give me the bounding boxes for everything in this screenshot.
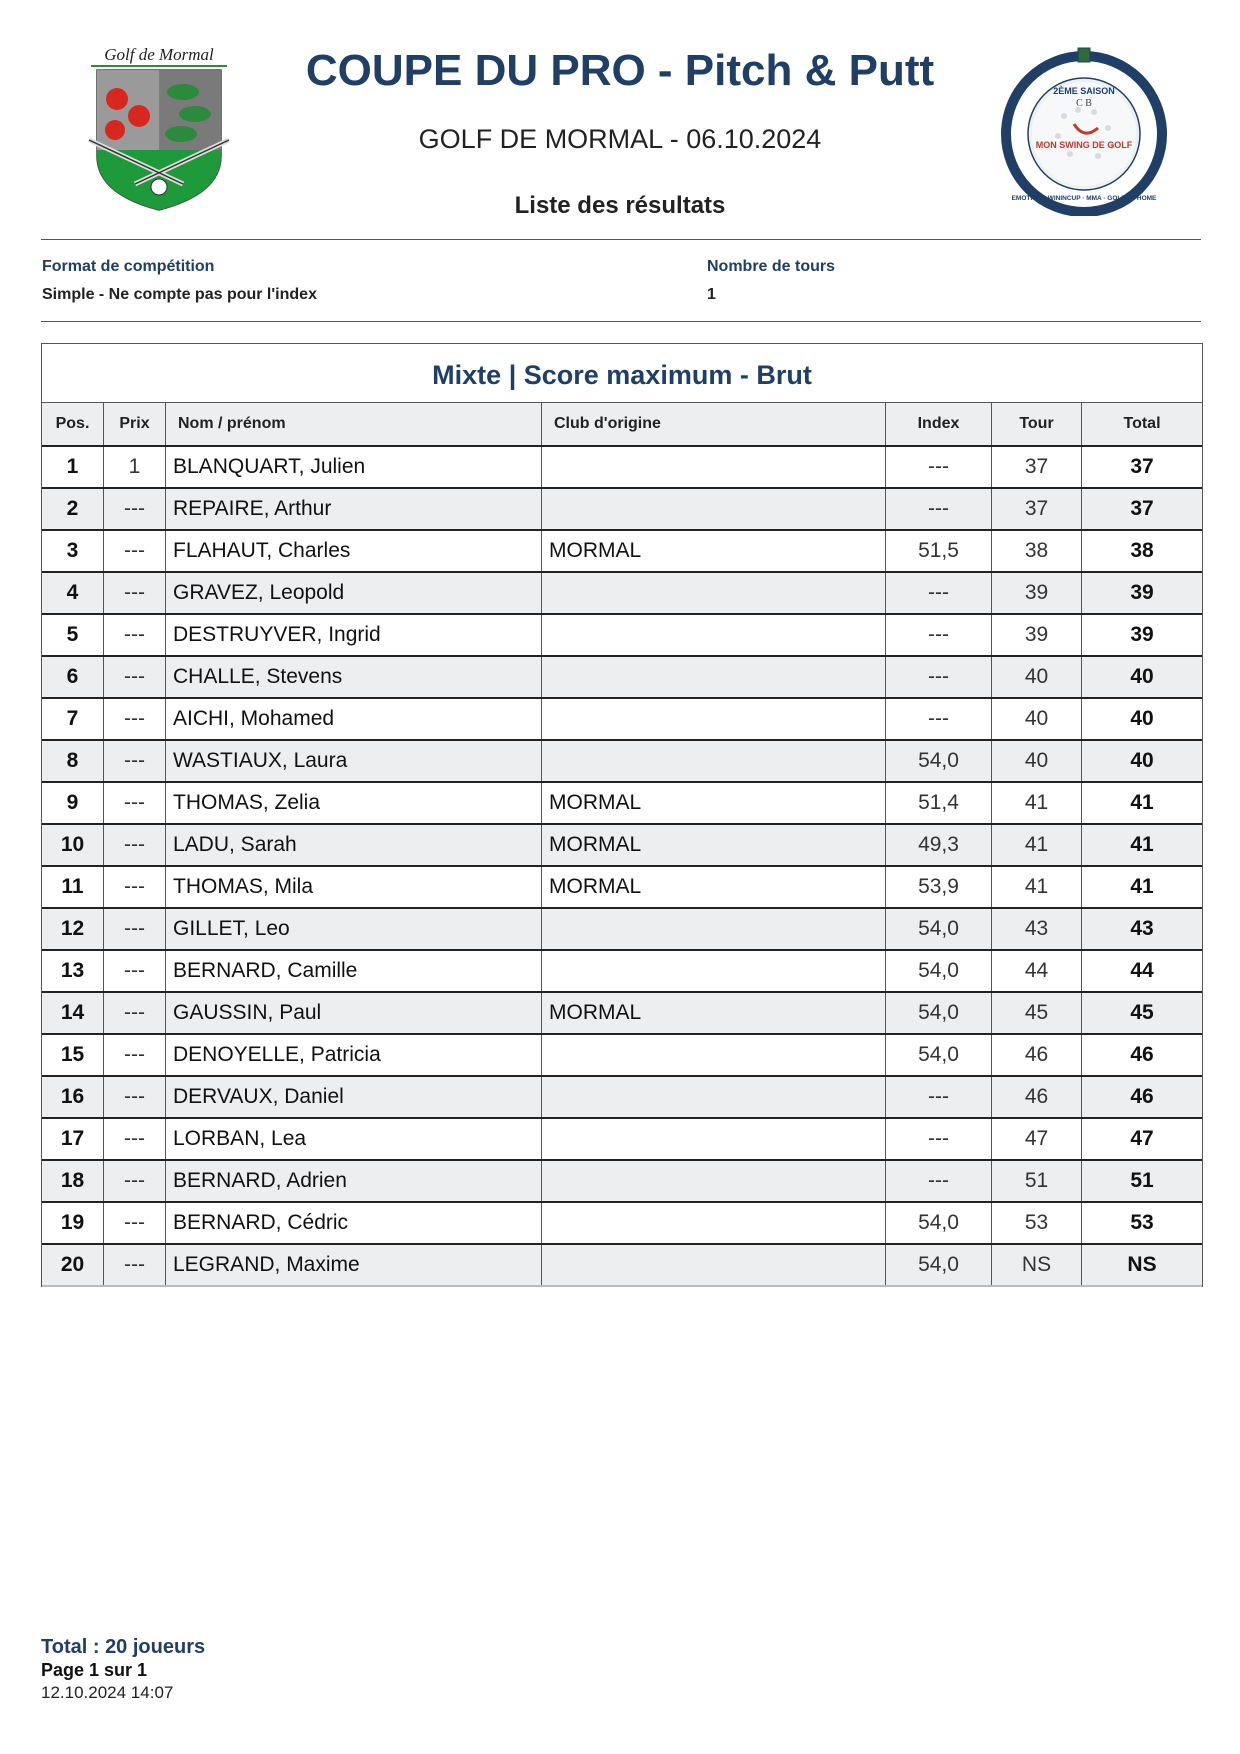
cell-total: 39: [1130, 581, 1154, 604]
cell-total: 37: [1130, 455, 1154, 478]
cell-name: CHALLE, Stevens: [166, 657, 542, 697]
cell-tour: 53: [992, 1203, 1082, 1243]
cell-pos: 1: [42, 447, 104, 487]
cell-pos: 8: [42, 741, 104, 781]
table-row: [42, 447, 1202, 489]
cell-index: ---: [886, 657, 992, 697]
cell-total: 45: [1130, 1001, 1154, 1024]
document-title: COUPE DU PRO - Pitch & Putt: [305, 46, 935, 95]
cell-name: BERNARD, Adrien: [166, 1161, 542, 1201]
cell-prix: ---: [104, 1203, 166, 1243]
table-row: [42, 573, 1202, 615]
golf-de-mormal-logo: [83, 44, 235, 214]
table-row: [42, 531, 1202, 573]
cell-tour: 40: [992, 699, 1082, 739]
cell-tour: NS: [992, 1245, 1082, 1285]
cell-index: ---: [886, 1161, 992, 1201]
cell-prix: ---: [104, 867, 166, 907]
cell-pos: 3: [42, 531, 104, 571]
cell-club: [542, 657, 886, 697]
badge-center-text: MON SWING DE GOLF: [1035, 140, 1133, 150]
cell-pos: 6: [42, 657, 104, 697]
cell-index: 54,0: [886, 1035, 992, 1075]
cell-tour: 47: [992, 1119, 1082, 1159]
cell-prix: ---: [104, 657, 166, 697]
cell-index: ---: [886, 1119, 992, 1159]
divider-top: [41, 239, 1201, 240]
cell-tour: 39: [992, 615, 1082, 655]
cell-pos: 20: [42, 1245, 104, 1285]
table-row: [42, 489, 1202, 531]
cell-prix: ---: [104, 993, 166, 1033]
cell-club: MORMAL: [542, 783, 886, 823]
cell-name: BLANQUART, Julien: [166, 447, 542, 487]
cell-name: REPAIRE, Arthur: [166, 489, 542, 529]
cell-name: GAUSSIN, Paul: [166, 993, 542, 1033]
cell-total: 41: [1130, 833, 1154, 856]
footer-page-number: Page 1 sur 1: [41, 1660, 148, 1680]
col-club-header: Club d'origine: [542, 403, 886, 445]
cell-total: 40: [1130, 707, 1154, 730]
table-row: [42, 867, 1202, 909]
col-pos-header: Pos.: [42, 403, 104, 445]
logo-left-text: Golf de Mormal: [104, 45, 214, 64]
cell-prix: ---: [104, 1245, 166, 1285]
cell-total: 39: [1130, 623, 1154, 646]
format-label: Format de compétition: [42, 258, 215, 275]
cell-club: MORMAL: [542, 531, 886, 571]
table-row: [42, 1119, 1202, 1161]
cell-tour: 44: [992, 951, 1082, 991]
rounds-value: 1: [707, 286, 716, 303]
cell-total: 46: [1130, 1085, 1154, 1108]
cell-index: 54,0: [886, 951, 992, 991]
table-row: [42, 1203, 1202, 1245]
cell-prix: ---: [104, 1161, 166, 1201]
cell-tour: 43: [992, 909, 1082, 949]
cell-pos: 19: [42, 1203, 104, 1243]
cell-name: FLAHAUT, Charles: [166, 531, 542, 571]
cell-prix: ---: [104, 1077, 166, 1117]
cell-name: THOMAS, Mila: [166, 867, 542, 907]
cell-name: BERNARD, Camille: [166, 951, 542, 991]
cell-prix: ---: [104, 825, 166, 865]
cell-total: 40: [1130, 665, 1154, 688]
footer-total: Total : 20 joueurs: [41, 1636, 206, 1658]
cell-index: 51,5: [886, 531, 992, 571]
cell-index: ---: [886, 447, 992, 487]
cell-prix: ---: [104, 1035, 166, 1075]
cell-pos: 16: [42, 1077, 104, 1117]
cell-name: AICHI, Mohamed: [166, 699, 542, 739]
cell-total: 41: [1130, 875, 1154, 898]
cell-pos: 7: [42, 699, 104, 739]
cell-tour: 39: [992, 573, 1082, 613]
table-header-row: [42, 403, 1202, 447]
table-row: [42, 615, 1202, 657]
cell-tour: 46: [992, 1077, 1082, 1117]
cell-index: 54,0: [886, 1203, 992, 1243]
cell-index: 54,0: [886, 1245, 992, 1285]
col-prix-header: Prix: [104, 403, 166, 445]
cell-name: DESTRUYVER, Ingrid: [166, 615, 542, 655]
cell-index: 54,0: [886, 993, 992, 1033]
cell-club: [542, 951, 886, 991]
cell-total: 43: [1130, 917, 1154, 940]
cell-tour: 40: [992, 741, 1082, 781]
cell-tour: 51: [992, 1161, 1082, 1201]
cell-index: 49,3: [886, 825, 992, 865]
table-row: [42, 993, 1202, 1035]
cell-name: LORBAN, Lea: [166, 1119, 542, 1159]
cell-index: ---: [886, 1077, 992, 1117]
cell-club: MORMAL: [542, 993, 886, 1033]
divider-bottom: [41, 321, 1201, 322]
cell-tour: 38: [992, 531, 1082, 571]
cell-index: ---: [886, 699, 992, 739]
cell-pos: 17: [42, 1119, 104, 1159]
col-index-header: Index: [886, 403, 992, 445]
cell-club: [542, 699, 886, 739]
cell-prix: ---: [104, 909, 166, 949]
cell-tour: 41: [992, 825, 1082, 865]
cell-tour: 37: [992, 447, 1082, 487]
cell-prix: ---: [104, 531, 166, 571]
table-row: [42, 657, 1202, 699]
cell-total: 41: [1130, 791, 1154, 814]
cell-pos: 2: [42, 489, 104, 529]
table-row: [42, 699, 1202, 741]
cell-pos: 12: [42, 909, 104, 949]
col-name-header: Nom / prénom: [166, 403, 542, 445]
cell-club: [542, 447, 886, 487]
cell-pos: 13: [42, 951, 104, 991]
cell-index: 51,4: [886, 783, 992, 823]
cell-club: [542, 573, 886, 613]
cell-club: [542, 489, 886, 529]
table-row: [42, 1161, 1202, 1203]
mon-swing-de-golf-badge: [998, 44, 1170, 216]
table-body: [42, 447, 1202, 1287]
cell-pos: 14: [42, 993, 104, 1033]
table-row: [42, 825, 1202, 867]
table-row: [42, 1035, 1202, 1077]
cell-total: 46: [1130, 1043, 1154, 1066]
cell-index: ---: [886, 489, 992, 529]
table-row: [42, 951, 1202, 993]
cell-prix: ---: [104, 741, 166, 781]
cell-club: [542, 1161, 886, 1201]
cell-prix: ---: [104, 489, 166, 529]
cell-tour: 41: [992, 867, 1082, 907]
cell-total: 37: [1130, 497, 1154, 520]
cell-tour: 46: [992, 1035, 1082, 1075]
cell-tour: 37: [992, 489, 1082, 529]
cell-pos: 15: [42, 1035, 104, 1075]
cell-name: DERVAUX, Daniel: [166, 1077, 542, 1117]
table-row: [42, 909, 1202, 951]
cell-club: [542, 1245, 886, 1285]
table-row: [42, 783, 1202, 825]
cell-pos: 4: [42, 573, 104, 613]
results-table-title: Mixte | Score maximum - Brut: [42, 344, 1202, 403]
cell-total: 47: [1130, 1127, 1154, 1150]
cell-club: [542, 909, 886, 949]
cell-total: 51: [1130, 1169, 1154, 1192]
format-value: Simple - Ne compte pas pour l'index: [42, 286, 317, 303]
cell-club: [542, 1119, 886, 1159]
cell-prix: ---: [104, 951, 166, 991]
results-table: [41, 343, 1203, 1287]
cell-total: 38: [1130, 539, 1154, 562]
cell-pos: 10: [42, 825, 104, 865]
cell-club: [542, 1203, 886, 1243]
table-row: [42, 1245, 1202, 1287]
document-subtitle: GOLF DE MORMAL - 06.10.2024: [418, 124, 822, 154]
cell-prix: ---: [104, 1119, 166, 1159]
cell-name: DENOYELLE, Patricia: [166, 1035, 542, 1075]
table-row: [42, 1077, 1202, 1119]
cell-prix: ---: [104, 699, 166, 739]
cell-name: LEGRAND, Maxime: [166, 1245, 542, 1285]
col-total-header: Total: [1123, 415, 1161, 432]
cell-tour: 41: [992, 783, 1082, 823]
cell-name: WASTIAUX, Laura: [166, 741, 542, 781]
cell-index: ---: [886, 573, 992, 613]
cell-club: MORMAL: [542, 825, 886, 865]
cell-tour: 45: [992, 993, 1082, 1033]
col-tour-header: Tour: [992, 403, 1082, 445]
cell-club: [542, 1035, 886, 1075]
cell-club: [542, 741, 886, 781]
cell-index: 54,0: [886, 909, 992, 949]
cell-name: GILLET, Leo: [166, 909, 542, 949]
table-row: [42, 741, 1202, 783]
cell-name: THOMAS, Zelia: [166, 783, 542, 823]
cell-club: MORMAL: [542, 867, 886, 907]
cell-name: BERNARD, Cédric: [166, 1203, 542, 1243]
cell-total: 40: [1130, 749, 1154, 772]
cell-club: [542, 1077, 886, 1117]
rounds-label: Nombre de tours: [707, 258, 836, 275]
cell-total: 53: [1130, 1211, 1154, 1234]
footer-timestamp: 12.10.2024 14:07: [41, 1683, 174, 1702]
cell-pos: 11: [42, 867, 104, 907]
cell-index: ---: [886, 615, 992, 655]
cell-prix: 1: [104, 447, 166, 487]
cell-tour: 40: [992, 657, 1082, 697]
cell-index: 54,0: [886, 741, 992, 781]
badge-ring-text: EMOTION · WININCUP · MMA · GOLF AT HOME: [1011, 195, 1157, 202]
cell-pos: 18: [42, 1161, 104, 1201]
cell-prix: ---: [104, 783, 166, 823]
cell-club: [542, 615, 886, 655]
cell-pos: 5: [42, 615, 104, 655]
cell-total: NS: [1127, 1253, 1157, 1276]
cell-index: 53,9: [886, 867, 992, 907]
cell-name: GRAVEZ, Leopold: [166, 573, 542, 613]
cell-pos: 9: [42, 783, 104, 823]
cell-name: LADU, Sarah: [166, 825, 542, 865]
badge-season-text: 2ÈME SAISON: [1053, 86, 1115, 96]
cell-total: 44: [1130, 959, 1154, 982]
badge-initials: C B: [1076, 98, 1092, 109]
cell-prix: ---: [104, 615, 166, 655]
list-title: Liste des résultats: [514, 192, 726, 219]
cell-prix: ---: [104, 573, 166, 613]
